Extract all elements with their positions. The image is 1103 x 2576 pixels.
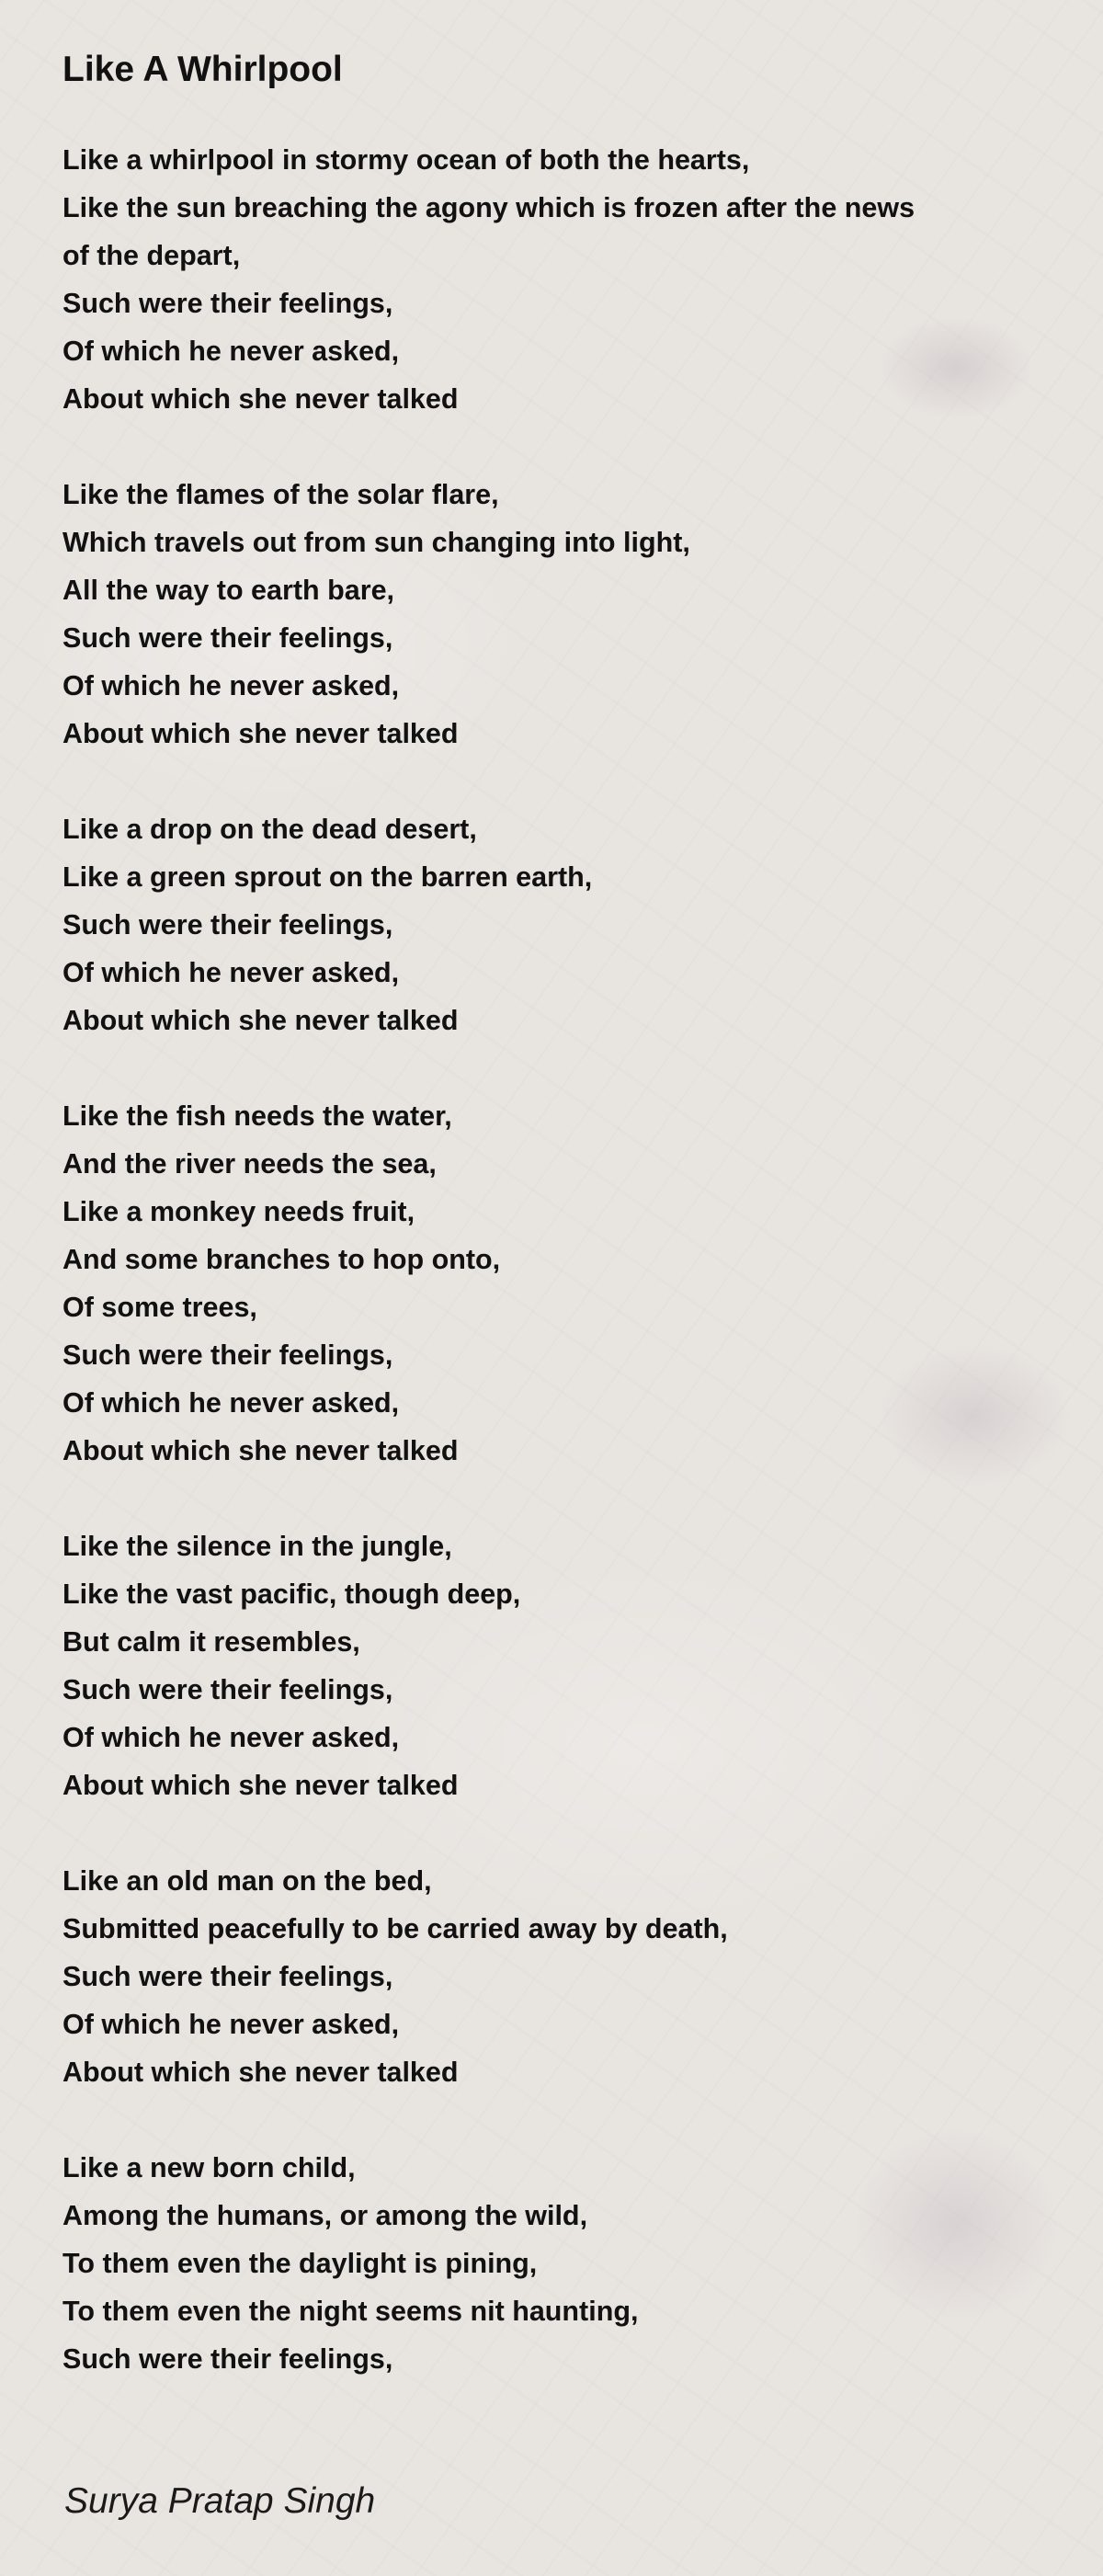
stanza xyxy=(63,1857,1018,2096)
poem-line: Such were their feelings, xyxy=(63,288,393,319)
poem-line: Such were their feelings, xyxy=(63,1674,393,1705)
stanza xyxy=(63,471,1018,758)
stanza xyxy=(63,1522,1018,1809)
poem-line: Like a monkey needs fruit, xyxy=(63,1196,415,1227)
poem-line: Such were their feelings, xyxy=(63,909,393,940)
poem-line: Like a green sprout on the barren earth, xyxy=(63,861,593,893)
poem-line: Of which he never asked, xyxy=(63,670,400,701)
poem-line: About which she never talked xyxy=(63,383,459,415)
poem-line: Of which he never asked, xyxy=(63,336,400,367)
poem-line: Like a drop on the dead desert, xyxy=(63,814,477,845)
poem-line: To them even the daylight is pining, xyxy=(63,2248,538,2279)
poem-line: About which she never talked xyxy=(63,1770,459,1801)
poem-body xyxy=(63,136,1018,2431)
poem-line: Such were their feelings, xyxy=(63,1961,393,1992)
poem-line: Such were their feelings, xyxy=(63,1339,393,1371)
poem-line: About which she never talked xyxy=(63,718,459,749)
poem-line: Of which he never asked, xyxy=(63,2009,400,2040)
poem-line: Like a new born child, xyxy=(63,2152,356,2183)
poem-line: Like the silence in the jungle, xyxy=(63,1531,452,1562)
poem-line: And some branches to hop onto, xyxy=(63,1244,501,1275)
stanza xyxy=(63,1092,1018,1475)
poem-line: About which she never talked xyxy=(63,1435,459,1466)
author-name: Surya Pratap Singh xyxy=(64,2481,376,2521)
poem-line: Among the humans, or among the wild, xyxy=(63,2200,588,2231)
poem-line: Of which he never asked, xyxy=(63,957,400,988)
poem-line: Like the vast pacific, though deep, xyxy=(63,1579,521,1610)
poem-line: Of some trees, xyxy=(63,1292,257,1323)
poem-line: Such were their feelings, xyxy=(63,2343,393,2375)
poem-line: Of which he never asked, xyxy=(63,1387,400,1419)
stanza xyxy=(63,2144,1018,2383)
poem-line: Like a whirlpool in stormy ocean of both the hearts, xyxy=(63,144,750,176)
poem-line: All the way to earth bare, xyxy=(63,575,395,606)
poem-line: About which she never talked xyxy=(63,2057,459,2088)
poem-line: And the river needs the sea, xyxy=(63,1148,437,1180)
poem-line: Like the sun breaching the agony which is frozen after the news xyxy=(63,192,915,223)
poem-line: Of which he never asked, xyxy=(63,1722,400,1753)
poem-line: Like the flames of the solar flare, xyxy=(63,479,499,510)
stanza xyxy=(63,805,1018,1044)
poem-line: Like the fish needs the water, xyxy=(63,1100,452,1132)
poem-line: Submitted peacefully to be carried away by death, xyxy=(63,1913,728,1944)
poem-line: But calm it resembles, xyxy=(63,1626,360,1658)
poem-line: Such were their feelings, xyxy=(63,622,393,654)
poem-title: Like A Whirlpool xyxy=(63,50,343,89)
poem-line: Which travels out from sun changing into light, xyxy=(63,527,690,558)
poem-line: To them even the night seems nit haunting, xyxy=(63,2296,639,2327)
stanza xyxy=(63,136,1018,423)
poem-line: About which she never talked xyxy=(63,1005,459,1036)
poem-line: of the depart, xyxy=(63,240,241,271)
poem-line: Like an old man on the bed, xyxy=(63,1865,432,1897)
